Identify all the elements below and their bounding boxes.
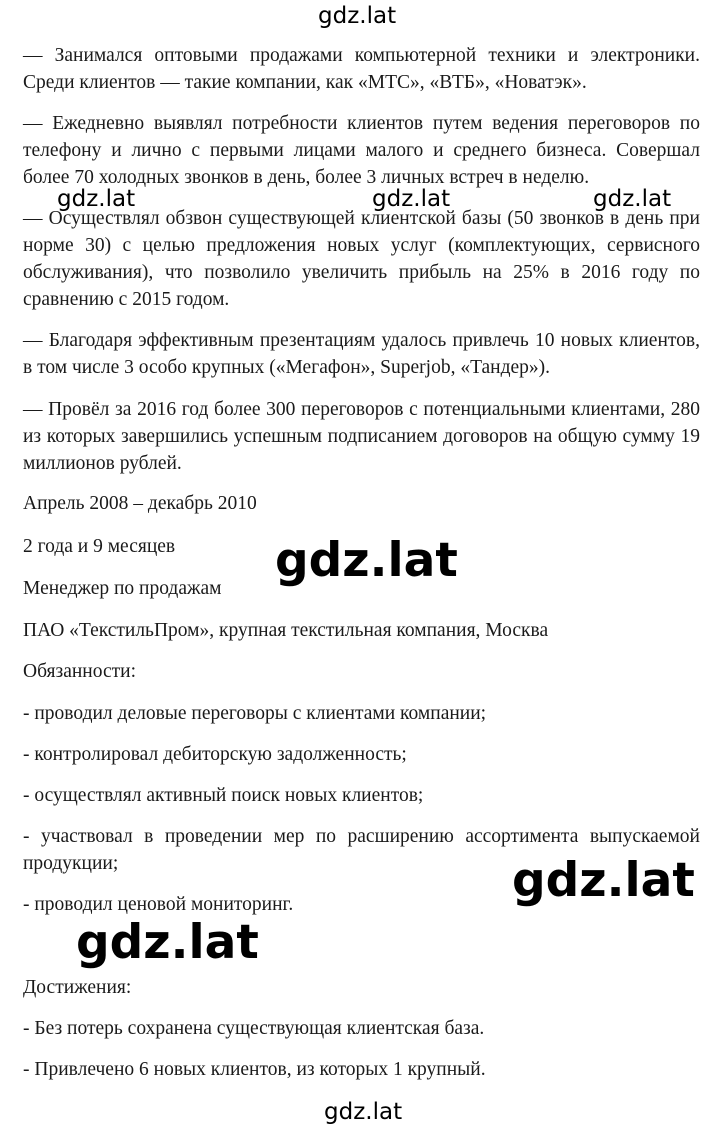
watermark-top: gdz.lat (318, 3, 397, 29)
duty-item: - осуществлял активный поиск новых клиентов; (23, 785, 424, 806)
paragraph-presentations: — Благодаря эффективным презентациям удалось привлечь 10 новых клиентов, в том числе 3 особо крупных («Мегафон», Superjob, «Тандер»). (23, 330, 700, 378)
paragraph-needs: — Ежедневно выявлял потребности клиентов путем ведения переговоров по телефону и лично с первыми лицами малого и среднего бизнеса. Совершал более 70 холодных звонков в день, более 3 личных встреч в неделю. (23, 113, 700, 188)
watermark-large-left: gdz.lat (76, 915, 259, 970)
period-dates: Апрель 2008 – декабрь 2010 (23, 493, 257, 514)
duty-item: - контролировал дебиторскую задолженность; (23, 744, 407, 765)
paragraph-negotiations: — Провёл за 2016 год более 300 переговоров с потенциальными клиентами, 280 из которых завершились успешным подписанием договоров на общую сумму 19 миллионов рублей. (23, 399, 700, 474)
watermark-large-center: gdz.lat (275, 533, 458, 588)
duty-item: - проводил ценовой мониторинг. (23, 894, 294, 915)
watermark-center: gdz.lat (372, 186, 451, 212)
paragraph-wholesale: — Занимался оптовыми продажами компьютерной техники и электроники. Среди клиентов — такие компании, как «МТС», «ВТБ», «Новатэк». (23, 45, 700, 93)
period-duration: 2 года и 9 месяцев (23, 536, 176, 557)
achievement-item: - Привлечено 6 новых клиентов, из которых 1 крупный. (23, 1059, 486, 1080)
duty-item: - проводил деловые переговоры с клиентами компании; (23, 703, 487, 724)
watermark-left: gdz.lat (57, 186, 136, 212)
company-name: ПАО «ТекстильПром», крупная текстильная компания, Москва (23, 620, 549, 641)
watermark-bottom: gdz.lat (324, 1099, 403, 1125)
watermark-large-right: gdz.lat (512, 853, 695, 908)
duty-item: - участвовал в проведении мер по расширению ассортимента выпускаемой продукции; (23, 826, 700, 874)
watermark-right: gdz.lat (593, 186, 672, 212)
paragraph-calls: — Осуществлял обзвон существующей клиентской базы (50 звонков в день при норме 30) с целью предложения новых услуг (комплектующих, сервисного обслуживания), что позволило увеличить прибыль на 25% в 2016 году по сравнению с 2015 годом. (23, 208, 700, 310)
job-title: Менеджер по продажам (23, 578, 222, 599)
duties-heading: Обязанности: (23, 661, 136, 682)
achievement-item: - Без потерь сохранена существующая клиентская база. (23, 1018, 485, 1039)
achievements-heading: Достижения: (23, 977, 132, 998)
